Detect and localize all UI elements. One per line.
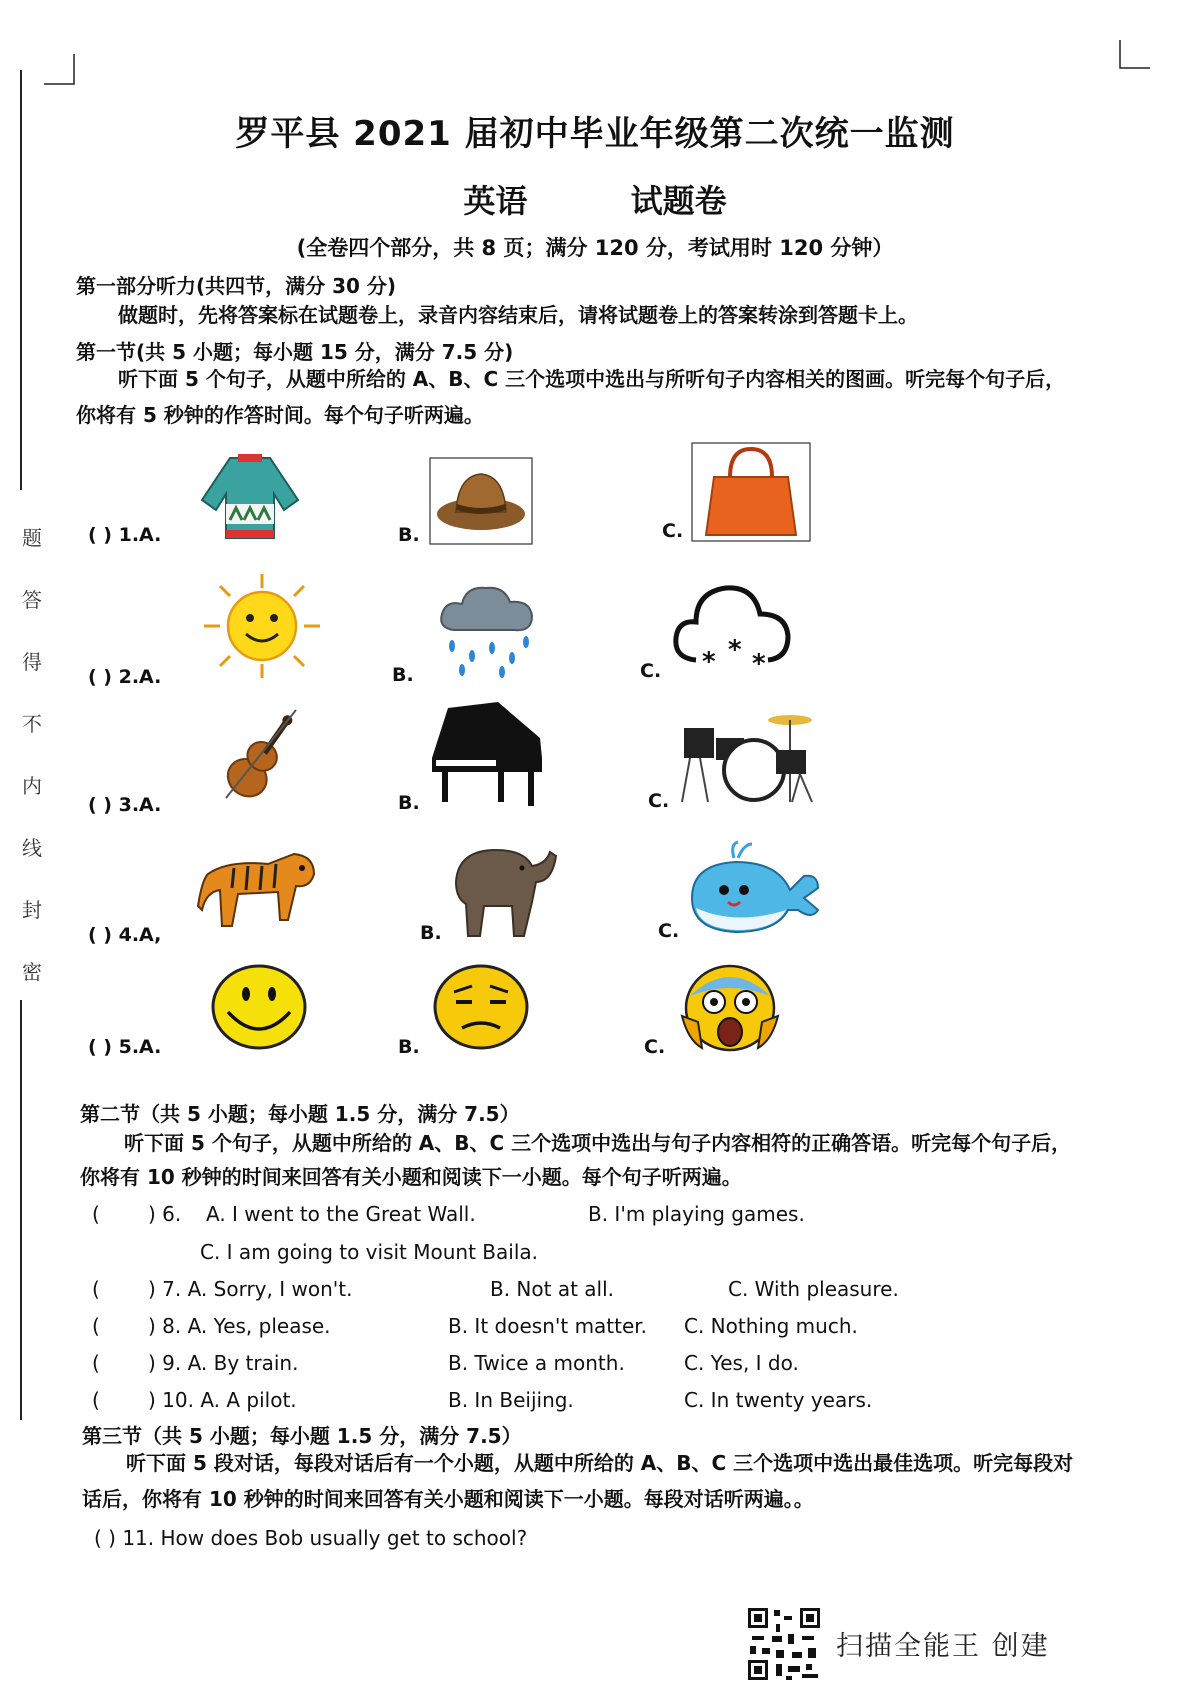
question-option-a: ) 10. A. A pilot.	[148, 1388, 297, 1412]
question-6-option-b: B. I'm playing games.	[588, 1202, 805, 1226]
margin-char: 线	[22, 836, 42, 860]
svg-text:*: *	[702, 647, 716, 677]
question-option-b: B. Not at all.	[490, 1277, 615, 1301]
question-option-a: ) 7. A. Sorry, I won't.	[148, 1277, 353, 1301]
question-4-option-b: B.	[420, 922, 442, 944]
question-option-c: C. Nothing much.	[684, 1314, 858, 1338]
question-4-label: ( ) 4.A,	[88, 924, 162, 946]
paper-type: 试题卷	[630, 182, 727, 220]
question-3-label: ( ) 3.A.	[88, 794, 162, 816]
section2-heading: 第二节（共 5 小题；每小题 1.5 分，满分 7.5）	[80, 1102, 520, 1126]
sweater-icon	[200, 450, 300, 542]
margin-char: 密	[22, 960, 42, 984]
question-option-c: C. Yes, I do.	[684, 1351, 799, 1375]
drums-icon	[680, 710, 816, 806]
tiger-icon	[198, 840, 318, 932]
smiley-icon	[210, 964, 308, 1050]
exam-note: (全卷四个部分，共 8 页；满分 120 分，考试用时 120 分钟）	[296, 236, 894, 260]
qr-code-icon	[746, 1606, 822, 1682]
margin-char: 答	[22, 588, 42, 612]
question-2-option-b: B.	[392, 664, 414, 686]
section3-instruction-2: 话后，你将有 10 秒钟的时间来回答有关小题和阅读下一小题。每段对话听两遍。。	[82, 1487, 814, 1511]
question-1-label: ( ) 1.A.	[88, 524, 162, 546]
section1-heading: 第一节(共 5 小题；每小题 15 分，满分 7.5 分)	[76, 340, 514, 364]
question-2-label: ( ) 2.A.	[88, 666, 162, 688]
question-option-b: B. In Beijing.	[448, 1388, 574, 1412]
question-paren: (	[92, 1314, 100, 1338]
subject-name: 英语	[463, 182, 528, 220]
section1-instruction-1: 听下面 5 个句子，从题中所给的 A、B、C 三个选项中选出与所听句子内容相关的图画。听完每个句子后，	[118, 367, 1066, 391]
piano-icon	[428, 700, 548, 808]
rain-icon	[434, 578, 538, 678]
margin-char: 题	[22, 526, 42, 550]
question-5-label: ( ) 5.A.	[88, 1036, 162, 1058]
section3-instruction-1: 听下面 5 段对话，每段对话后有一个小题，从题中所给的 A、B、C 三个选项中选出最佳选项。听完每段对	[126, 1451, 1074, 1475]
violin-icon	[216, 706, 306, 810]
scared-face-icon	[680, 960, 780, 1052]
part1-heading: 第一部分听力(共四节，满分 30 分)	[76, 274, 397, 298]
question-paren: (	[92, 1277, 100, 1301]
margin-char: 得	[22, 650, 42, 674]
section3-heading: 第三节（共 5 小题；每小题 1.5 分，满分 7.5）	[82, 1424, 522, 1448]
section1-instruction-2: 你将有 5 秒钟的作答时间。每个句子听两遍。	[76, 403, 484, 427]
exam-title: 罗平县 2021 届初中毕业年级第二次统一监测	[235, 114, 955, 154]
binding-line-bottom	[20, 1000, 22, 1420]
question-11: ( ) 11. How does Bob usually get to school?	[94, 1526, 528, 1550]
part1-instruction: 做题时，先将答案标在试题卷上，录音内容结束后，请将试题卷上的答案转涂到答题卡上。	[118, 303, 918, 327]
sun-icon	[200, 572, 324, 680]
question-paren: (	[92, 1351, 100, 1375]
svg-text:*: *	[752, 649, 766, 679]
question-3-option-b: B.	[398, 792, 420, 814]
whale-icon	[686, 840, 822, 934]
question-option-b: B. It doesn't matter.	[448, 1314, 648, 1338]
question-option-c: C. In twenty years.	[684, 1388, 873, 1412]
question-6-number: ) 6.	[148, 1202, 182, 1226]
question-1-option-b: B.	[398, 524, 420, 546]
elephant-icon	[450, 842, 558, 938]
snow-icon	[672, 574, 792, 679]
bag-icon	[692, 443, 810, 541]
scanner-watermark: 扫描全能王 创建	[836, 1631, 1050, 1662]
question-5-option-c: C.	[644, 1036, 666, 1058]
question-option-b: B. Twice a month.	[448, 1351, 625, 1375]
svg-text:*: *	[728, 635, 742, 665]
section2-instruction-2: 你将有 10 秒钟的时间来回答有关小题和阅读下一小题。每个句子听两遍。	[80, 1165, 742, 1189]
question-6-option-c: C. I am going to visit Mount Baila.	[200, 1240, 538, 1264]
margin-char: 封	[22, 898, 42, 922]
question-6-paren: (	[92, 1202, 100, 1226]
section2-instruction-1: 听下面 5 个句子，从题中所给的 A、B、C 三个选项中选出与句子内容相符的正确答语。听完每个句子后，	[124, 1131, 1072, 1155]
margin-char: 不	[22, 712, 42, 736]
question-2-option-c: C.	[640, 660, 662, 682]
question-option-a: ) 8. A. Yes, please.	[148, 1314, 331, 1338]
corner-mark-left	[40, 52, 80, 92]
question-3-option-c: C.	[648, 790, 670, 812]
question-option-a: ) 9. A. By train.	[148, 1351, 299, 1375]
question-1-option-c: C.	[662, 520, 684, 542]
question-6-option-a: A. I went to the Great Wall.	[206, 1202, 476, 1226]
question-paren: (	[92, 1388, 100, 1412]
margin-char: 内	[22, 774, 42, 798]
hat-icon	[430, 458, 532, 544]
corner-mark-right	[1118, 38, 1158, 78]
question-option-c: C. With pleasure.	[728, 1277, 899, 1301]
question-4-option-c: C.	[658, 920, 680, 942]
unhappy-face-icon	[432, 964, 530, 1050]
question-5-option-b: B.	[398, 1036, 420, 1058]
exam-subtitle	[0, 176, 1190, 222]
